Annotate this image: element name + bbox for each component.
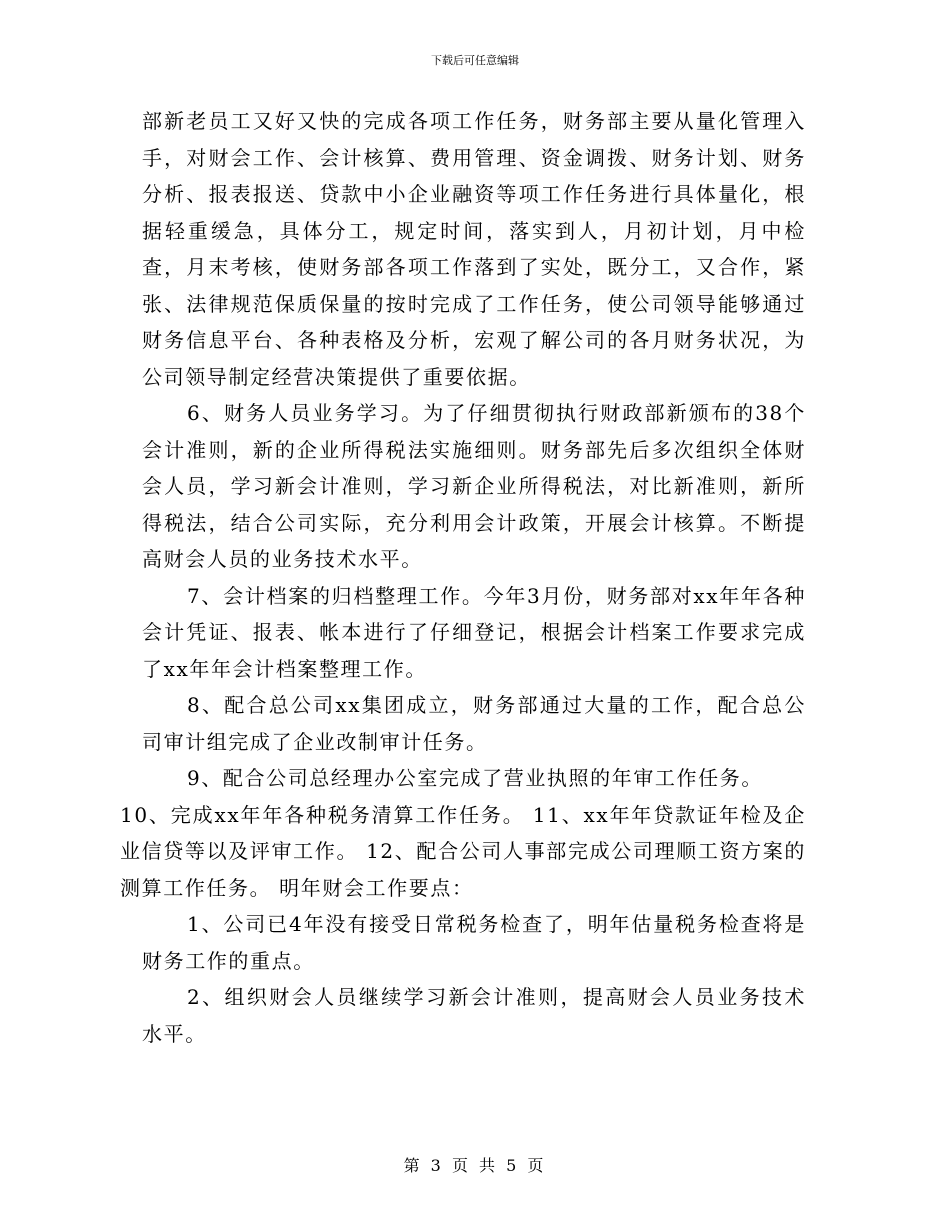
paragraph-plan-1: 1、公司已4年没有接受日常税务检查了，明年估量税务检查将是财务工作的重点。 (142, 912, 806, 973)
paragraph-item-6: 6、财务人员业务学习。为了仔细贯彻执行财政部新颁布的38个会计准则，新的企业所得税法实施细则。财务部先后多次组织全体财会人员，学习新会计准则，学习新企业所得税法，对比新准则，新所得税法，结合公司实际，充分利用会计政策，开展会计核算。不断提高财会人员的业务技术水平。 (142, 401, 806, 571)
page-header: 下载后可任意编辑 (431, 54, 519, 67)
page-number: 第 3 页 共 5 页 (403, 1156, 547, 1175)
paragraph-continuation: 部新老员工又好又快的完成各项工作任务，财务部主要从量化管理入手，对财会工作、会计核算、费用管理、资金调拨、财务计划、财务分析、报表报送、贷款中小企业融资等项工作任务进行具体量化，根据轻重缓急，具体分工，规定时间，落实到人，月初计划，月中检查，月末考核，使财务部各项工作落到了实处，既分工，又合作，紧张、法律规范保质保量的按时完成了工作任务，使公司领导能够通过财务信息平台、各种表格及分析，宏观了解公司的各月财务状况，为公司领导制定经营决策提供了重要依据。 (142, 109, 806, 389)
paragraph-item-9: 9、配合公司总经理办公室完成了营业执照的年审工作任务。 (187, 766, 763, 790)
paragraph-plan-2: 2、组织财会人员继续学习新会计准则，提高财会人员业务技术水平。 (142, 985, 806, 1046)
paragraph-item-8: 8、配合总公司xx集团成立，财务部通过大量的工作，配合总公司审计组完成了企业改制审计任务。 (142, 693, 806, 754)
document-body (120, 103, 806, 1052)
paragraph-item-7: 7、会计档案的归档整理工作。今年3月份，财务部对xx年年各种会计凭证、报表、帐本进行了仔细登记，根据会计档案工作要求完成了xx年年会计档案整理工作。 (142, 583, 806, 681)
paragraph-items-10-12: 10、完成xx年年各种税务清算工作任务。 11、xx年年贷款证年检及企业信贷等以及评审工作。 12、配合公司人事部完成公司理顺工资方案的测算工作任务。 明年财会工作要点： (120, 802, 806, 900)
